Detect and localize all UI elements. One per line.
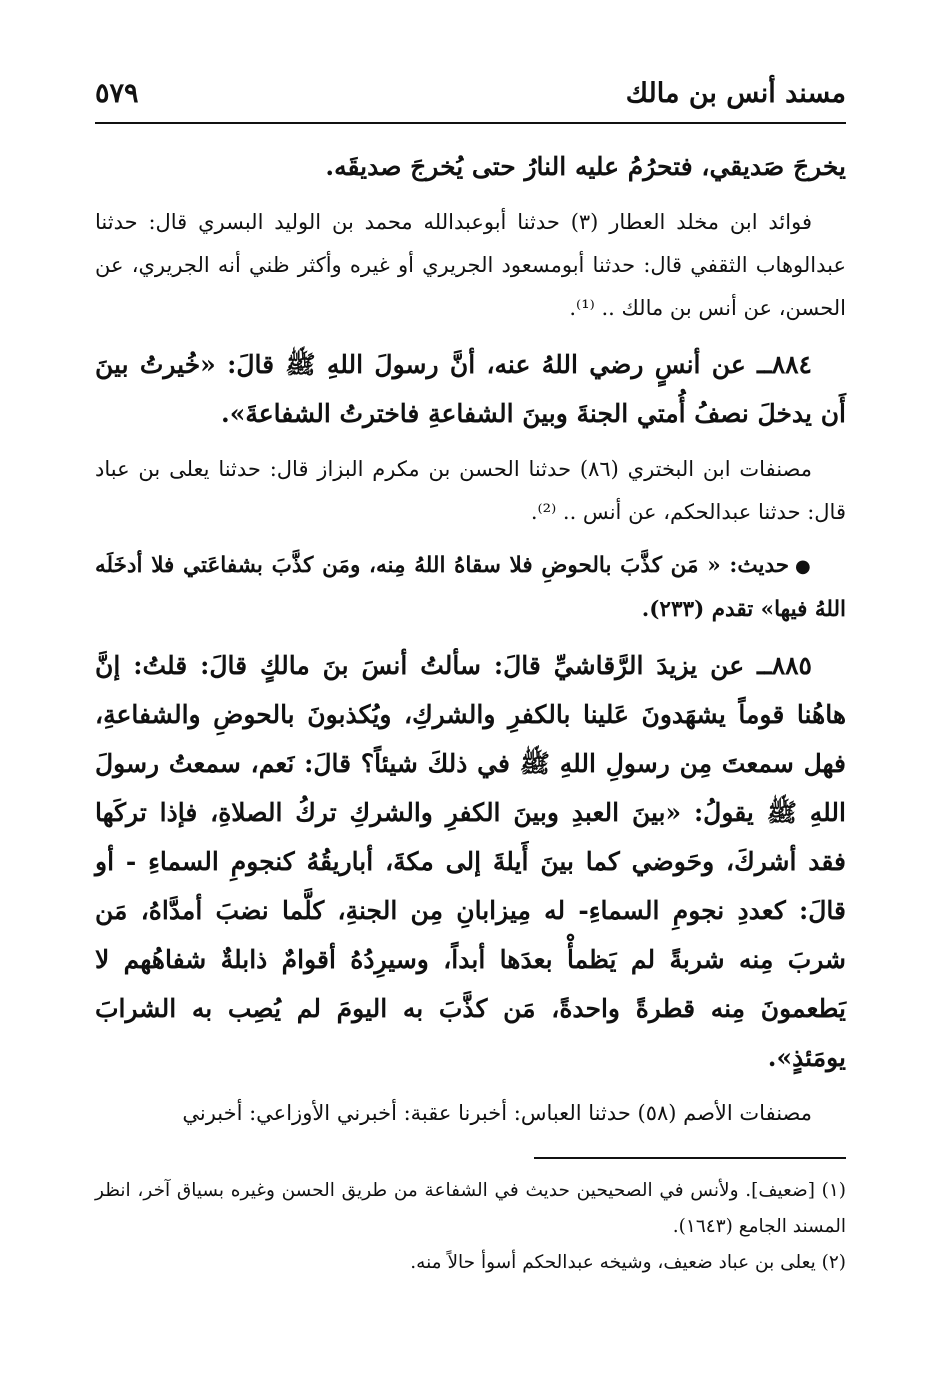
bullet-icon: ● [795, 556, 812, 577]
footnotes [95, 1173, 846, 1281]
hadith-884: ٨٨٤ــ عن أنسٍ رضي اللهُ عنه، أنَّ رسولَ اللهِ ﷺ قالَ: «خُيرتُ بينَ أَن يدخلَ نصفُ أُمتي الجنةَ وبينَ الشفاعةِ فاخترتُ الشفاعةَ». [95, 350, 846, 428]
main-text [95, 142, 846, 1135]
footnote-1: (١) [ضعيف]. ولأنس في الصحيحين حديث في الشفاعة من طريق الحسن وغيره بسياق آخر، انظر المسند الجامع (١٦٤٣). [95, 1180, 846, 1237]
book-page [95, 74, 846, 1350]
footnote-separator [534, 1157, 846, 1159]
hadith-885: ٨٨٥ــ عن يزيدَ الرَّقاشيِّ قالَ: سألتُ أنسَ بنَ مالكٍ قالَ: قلتُ: إنَّ هاهُنا قوماً يشهَدونَ عَلينا بالكفرِ والشركِ، ويُكذبونَ بالحوضِ والشفاعةِ، فهل سمعتَ مِن رسولِ اللهِ ﷺ في ذلكَ شيئاً؟ قالَ: نَعم، سمعتُ رسولَ اللهِ ﷺ يقولُ: «بينَ العبدِ وبينَ الكفرِ والشركِ تركُ الصلاةِ، فإذا تركَها فقد أشركَ، وحَوضي كما بينَ أَيلةَ إلى مكةَ، أباريقُهُ كنجومِ السماءِ - أو قالَ: كعددِ نجومِ السماءِ- له مِيزابانِ مِن الجنةِ، كلَّما نضبَ أمدَّاهُ، مَن شربَ مِنه شربةً لم يَظمأْ بعدَها أبداً، وسيرِدُهُ أقوامٌ ذابلةٌ شفاهُهم لا يَطعمونَ مِنه قطرةً واحدةً، مَن كذَّبَ به اليومَ لم يُصِب به الشرابَ يومَئذٍ». [95, 651, 846, 1072]
source-citation: فوائد ابن مخلد العطار (٣) حدثنا أبوعبدالله محمد بن الوليد البسري قال: حدثنا عبدالوهاب الثقفي قال: حدثنا أبومسعود الجريري أو غيره وأكثر ظني أنه الجريري، عن الحسن، عن أنس بن مالك .. ⁽¹⁾. [95, 210, 846, 320]
page-number: ٥٧٩ [95, 78, 139, 109]
running-header [95, 74, 846, 124]
source-citation: مصنفات ابن البختري (٨٦) حدثنا الحسن بن مكرم البزاز قال: حدثنا يعلى بن عباد قال: حدثنا عبدالحكم، عن أنس .. ⁽²⁾. [95, 457, 846, 524]
running-title: مسند أنس بن مالك [625, 78, 846, 109]
source-citation: مصنفات الأصم (٥٨) حدثنا العباس: أخبرنا عقبة: أخبرني الأوزاعي: أخبرني [182, 1101, 812, 1125]
footnote-2: (٢) يعلى بن عباد ضعيف، وشيخه عبدالحكم أسوأ حالاً منه. [410, 1252, 846, 1273]
cross-reference-text: حديث: « مَن كذَّبَ بالحوضِ فلا سقاهُ اللهُ مِنه، ومَن كذَّبَ بشفاعَتي فلا أدخَلَه اللهُ فيها» تقدم (٢٣٣). [95, 553, 846, 622]
hadith-continuation: يخرجَ صَديقي، فتحرُمُ عليه النارُ حتى يُخرجَ صديقَه. [325, 152, 846, 181]
cross-reference-note [95, 544, 846, 631]
